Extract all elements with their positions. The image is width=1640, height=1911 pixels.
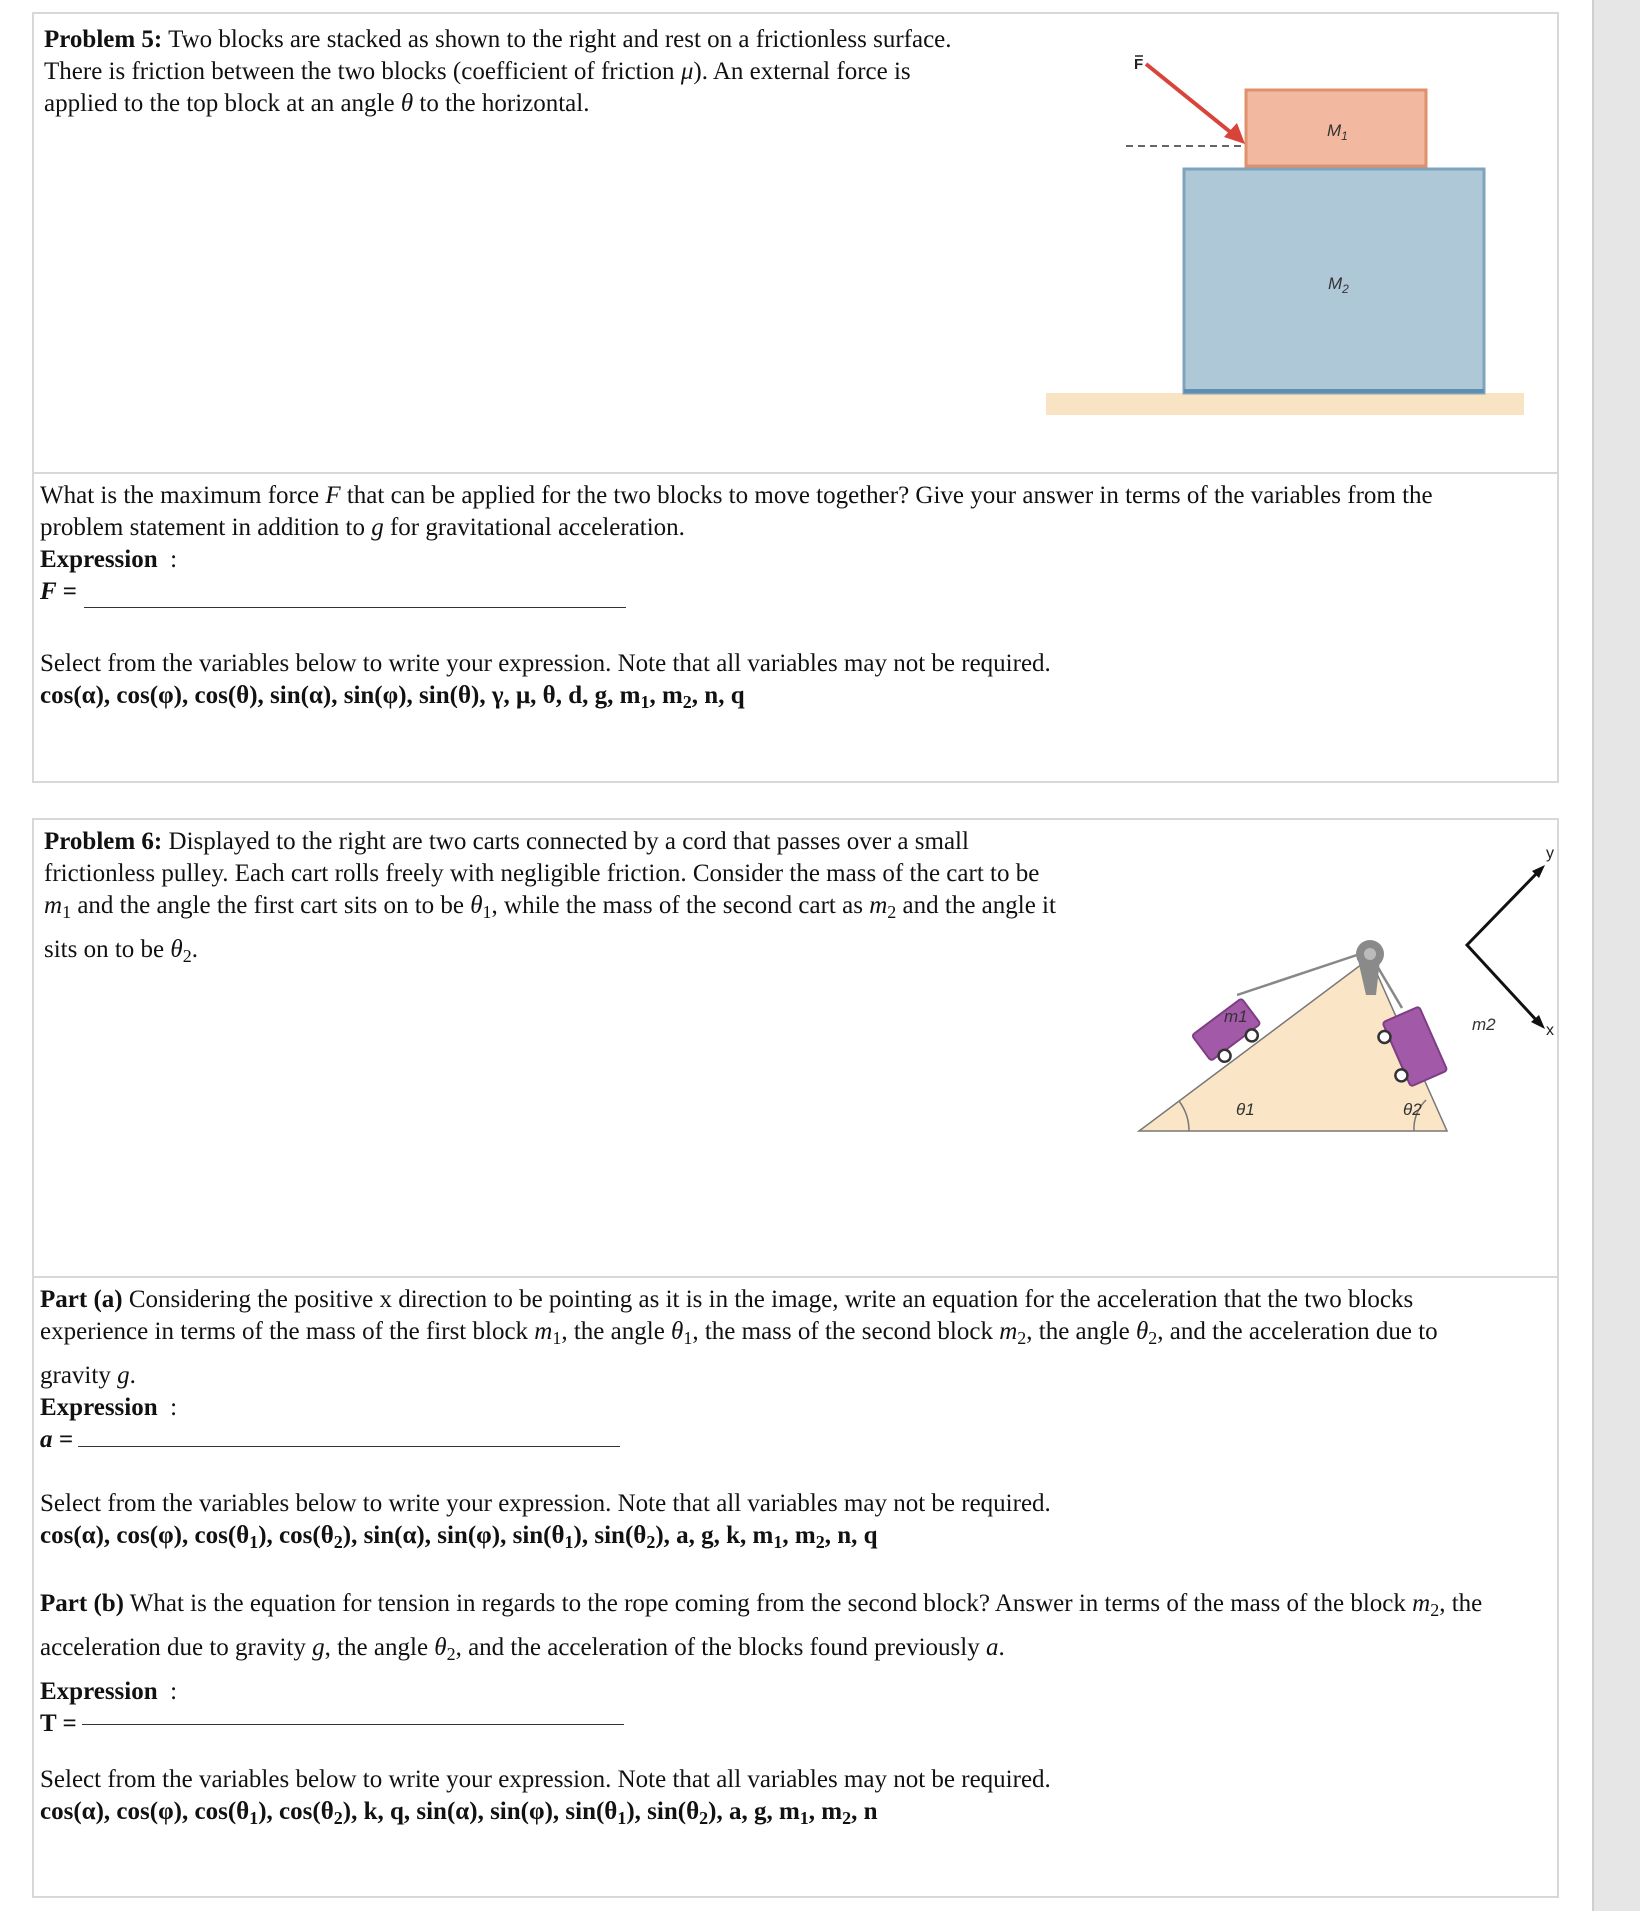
problem-5-statement: Problem 5: Two blocks are stacked as shown to the right and rest on a frictionless surface. There is friction between the two blocks (coefficient of friction μ). An external force is applied to the top block at an angle θ to the horizontal.: [44, 26, 952, 117]
page-scrollbar[interactable]: [1592, 0, 1640, 1911]
answer-prefix-a: a =: [40, 1426, 73, 1453]
part-b-label: Part (b): [40, 1590, 124, 1617]
force-label: F: [1134, 56, 1144, 73]
expression-label: Expression: [40, 1678, 158, 1705]
problem-5-question-section: [34, 472, 1557, 781]
force-arrow-head: [1224, 123, 1245, 144]
theta2-label: θ2: [1403, 1100, 1422, 1119]
problem-5-variable-list: cos(α), cos(φ), cos(θ), sin(α), sin(φ), sin(θ), γ, μ, θ, d, g, $m_1$, $m_2$, n, q: [40, 682, 745, 712]
top-block-label: $M_1$: [1327, 121, 1348, 143]
problem-6-part-a: [34, 1276, 1557, 1896]
expression-label: Expression: [40, 546, 158, 573]
axis-x-label: x: [1546, 1022, 1554, 1039]
answer-input-T[interactable]: [82, 1724, 624, 1725]
answer-prefix-T: T =: [40, 1710, 77, 1737]
problem-5-panel: [32, 12, 1559, 783]
part-a-label: Part (a): [40, 1286, 123, 1313]
part-b-variable-list: cos(α), cos(φ), $\cos(\theta_1)$, $\cos(\theta_2)$, k, q, sin(α), sin(φ), $\sin(\theta_1)$, $\sin(\theta_2)$, a, g, $m_1$, $m_2$, n: [40, 1798, 878, 1828]
problem-6-label: Problem 6:: [44, 828, 163, 855]
axes: [1467, 872, 1538, 1022]
answer-prefix-F: F =: [40, 578, 77, 605]
part-a-variable-hint: Select from the variables below to write your expression. Note that all variables may not be required. cos(α), cos(φ), $\cos(\theta_1)$, $\cos(\theta_2)$, sin(α), sin(φ), $\sin(\theta_1)$, $\sin(\theta_2)$, a, g, k, $m_1$, $m_2$, n, q: [40, 1488, 1550, 1558]
problem-5-question: What is the maximum force F that can be applied for the two blocks to move together? Give your answer in terms of the variables from the problem statement in addition to g for gravitational acceleration. Expression : F =: [40, 482, 1433, 605]
bottom-block-label: $M_2$: [1328, 274, 1349, 296]
part-b-variable-hint: Select from the variables below to write your expression. Note that all variables may not be required. cos(α), cos(φ), $\cos(\theta_1)$, $\cos(\theta_2)$, k, q, sin(α), sin(φ), $\sin(\theta_1)$, $\sin(\theta_2)$, a, g, $m_1$, $m_2$, n: [40, 1764, 1550, 1834]
problem-6-statement: Problem 6: Displayed to the right are two carts connected by a cord that passes over a small frictionless pulley. Each cart rolls freely with negligible friction. Consider the mass of the cart to be $m_1$ and the angle the first cart sits on to be $\theta_1$, while the mass of the second cart as $m_2$ and the angle it sits on to be $\theta_2$.: [44, 828, 1056, 966]
part-a-question: Part (a) Considering the positive x direction to be pointing as it is in the image, write an equation for the acceleration that the two blocks experience in terms of the mass of the first block $m_1$, the angle $\theta_1$, the mass of the second block $m_2$, the angle $\theta_2$, and the acceleration due to gravity g. Expression : a =: [40, 1286, 1438, 1453]
theta1-label: θ1: [1236, 1100, 1255, 1119]
problem-6-panel: [32, 818, 1559, 1898]
incline-carts-figure: [1134, 830, 1554, 1150]
m2-label: m2: [1472, 1015, 1496, 1034]
answer-input-F[interactable]: [84, 607, 626, 608]
force-arrow: [1146, 64, 1234, 135]
problem-5-variable-hint: Select from the variables below to write your expression. Note that all variables may not be required. cos(α), cos(φ), cos(θ), sin(α), sin(φ), sin(θ), γ, μ, θ, d, g, $m_1$, $m_2$, n, q: [40, 648, 1540, 718]
part-b-question: Part (b) What is the equation for tension in regards to the rope coming from the second block? Answer in terms of the mass of the block $m_2$, the acceleration due to gravity g, the angle $\theta_2$, and the acceleration of the blocks found previously a. Expression : T =: [40, 1590, 1483, 1737]
problem-5-label: Problem 5:: [44, 26, 163, 53]
axis-y-label: y: [1546, 845, 1554, 862]
answer-input-a[interactable]: [78, 1446, 620, 1447]
ground-surface: [1046, 393, 1524, 415]
expression-label: Expression: [40, 1394, 158, 1421]
stacked-blocks-figure: [1046, 34, 1536, 434]
m1-label: m1: [1224, 1007, 1248, 1026]
part-a-variable-list: cos(α), cos(φ), $\cos(\theta_1)$, $\cos(\theta_2)$, sin(α), sin(φ), $\sin(\theta_1)$, $\sin(\theta_2)$, a, g, k, $m_1$, $m_2$, n, q: [40, 1522, 878, 1552]
